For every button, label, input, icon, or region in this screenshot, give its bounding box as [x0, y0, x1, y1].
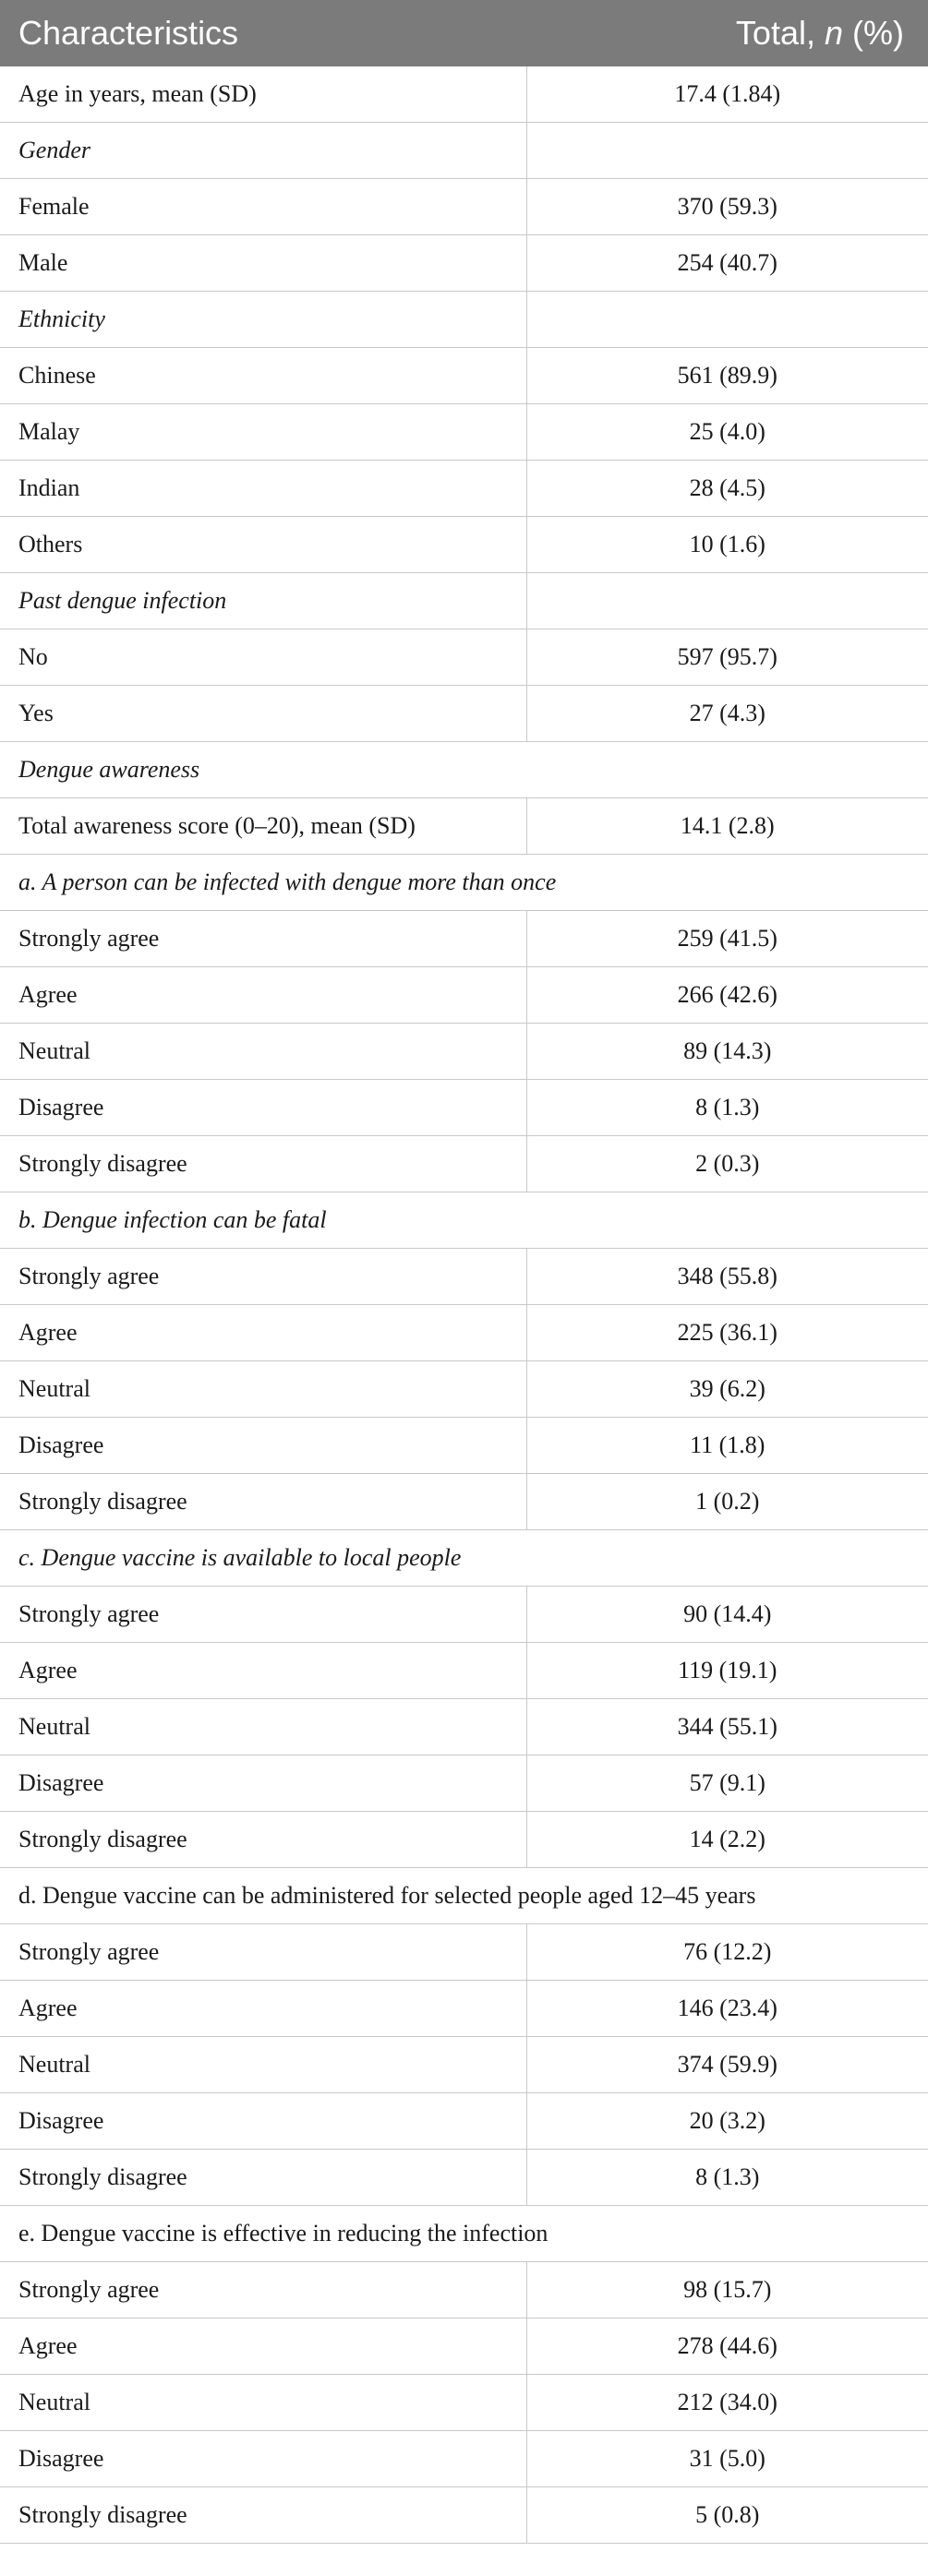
table-row [0, 404, 928, 461]
table-row [0, 348, 928, 404]
row-value: 597 (95.7) [526, 629, 928, 686]
row-label: Disagree [0, 1418, 526, 1474]
row-value: 348 (55.8) [526, 1249, 928, 1305]
header-total-n: n [824, 14, 843, 52]
row-label: Neutral [0, 1024, 526, 1080]
row-value: 20 (3.2) [526, 2093, 928, 2150]
row-label: Strongly disagree [0, 1812, 526, 1868]
row-label: Strongly disagree [0, 1136, 526, 1192]
row-value: 8 (1.3) [526, 2150, 928, 2206]
table-row [0, 1643, 928, 1699]
row-label: Strongly agree [0, 2262, 526, 2318]
table-row [0, 1981, 928, 2037]
section-label: Gender [0, 123, 526, 179]
row-label: Strongly agree [0, 1249, 526, 1305]
row-label: Female [0, 179, 526, 235]
table-row [0, 1587, 928, 1643]
row-value: 5 (0.8) [526, 2487, 928, 2544]
table-row [0, 1924, 928, 1981]
table-row [0, 855, 928, 911]
row-value: 39 (6.2) [526, 1361, 928, 1418]
row-label: Malay [0, 404, 526, 461]
row-value: 2 (0.3) [526, 1136, 928, 1192]
row-value: 25 (4.0) [526, 404, 928, 461]
row-value: 212 (34.0) [526, 2375, 928, 2431]
section-label: d. Dengue vaccine can be administered for selected people aged 12–45 years [0, 1868, 928, 1924]
row-label: Agree [0, 2318, 526, 2375]
header-total-suffix: (%) [843, 14, 904, 52]
table-row [0, 798, 928, 855]
row-label: Strongly disagree [0, 2487, 526, 2544]
section-label: Ethnicity [0, 292, 526, 348]
row-value: 31 (5.0) [526, 2431, 928, 2487]
table-row [0, 1530, 928, 1587]
table-row [0, 1868, 928, 1924]
row-value: 561 (89.9) [526, 348, 928, 404]
table-row [0, 1080, 928, 1136]
section-label: a. A person can be infected with dengue more than once [0, 855, 928, 911]
row-value: 27 (4.3) [526, 686, 928, 742]
row-value: 278 (44.6) [526, 2318, 928, 2375]
table-row [0, 1755, 928, 1812]
section-label: c. Dengue vaccine is available to local people [0, 1530, 928, 1587]
row-value: 146 (23.4) [526, 1981, 928, 2037]
row-label: Strongly agree [0, 911, 526, 967]
row-label: Others [0, 517, 526, 573]
table-row [0, 629, 928, 686]
table-row [0, 2431, 928, 2487]
row-label: Agree [0, 967, 526, 1024]
row-label: Age in years, mean (SD) [0, 66, 526, 123]
table-row [0, 2037, 928, 2093]
row-label: Total awareness score (0–20), mean (SD) [0, 798, 526, 855]
section-label: b. Dengue infection can be fatal [0, 1192, 928, 1249]
table-row [0, 742, 928, 798]
table-body [0, 66, 928, 2544]
row-value: 98 (15.7) [526, 2262, 928, 2318]
table-row [0, 686, 928, 742]
table-row [0, 1136, 928, 1192]
row-value: 14.1 (2.8) [526, 798, 928, 855]
table-row [0, 573, 928, 629]
table-row [0, 235, 928, 292]
table-row [0, 2262, 928, 2318]
table-row [0, 1361, 928, 1418]
table-row [0, 1249, 928, 1305]
table-row [0, 2318, 928, 2375]
row-label: Neutral [0, 1699, 526, 1755]
table-row [0, 461, 928, 517]
row-label: Indian [0, 461, 526, 517]
table-row [0, 292, 928, 348]
table-row [0, 2375, 928, 2431]
row-value: 76 (12.2) [526, 1924, 928, 1981]
row-value: 14 (2.2) [526, 1812, 928, 1868]
row-label: Male [0, 235, 526, 292]
table-row [0, 517, 928, 573]
row-value: 119 (19.1) [526, 1643, 928, 1699]
row-value: 374 (59.9) [526, 2037, 928, 2093]
row-value: 57 (9.1) [526, 1755, 928, 1812]
table-header [0, 0, 928, 66]
table-row [0, 2093, 928, 2150]
table-row [0, 1699, 928, 1755]
row-value [526, 123, 928, 179]
row-value: 344 (55.1) [526, 1699, 928, 1755]
table-row [0, 1812, 928, 1868]
table-row [0, 2150, 928, 2206]
section-label: Dengue awareness [0, 742, 928, 798]
row-label: Disagree [0, 1755, 526, 1812]
table-row [0, 967, 928, 1024]
table-row [0, 66, 928, 123]
row-label: Disagree [0, 1080, 526, 1136]
table-row [0, 911, 928, 967]
row-value: 10 (1.6) [526, 517, 928, 573]
row-label: Neutral [0, 1361, 526, 1418]
row-label: Agree [0, 1305, 526, 1361]
row-label: Neutral [0, 2375, 526, 2431]
row-value: 370 (59.3) [526, 179, 928, 235]
row-label: Strongly disagree [0, 1474, 526, 1530]
row-label: Disagree [0, 2431, 526, 2487]
table-row [0, 1418, 928, 1474]
row-label: Chinese [0, 348, 526, 404]
section-label: Past dengue infection [0, 573, 526, 629]
row-value: 90 (14.4) [526, 1587, 928, 1643]
table-row [0, 1474, 928, 1530]
table-row [0, 2206, 928, 2262]
row-value: 11 (1.8) [526, 1418, 928, 1474]
row-label: Agree [0, 1981, 526, 2037]
header-characteristics: Characteristics [0, 0, 526, 66]
row-value [526, 573, 928, 629]
row-value: 8 (1.3) [526, 1080, 928, 1136]
row-label: Yes [0, 686, 526, 742]
row-label: Agree [0, 1643, 526, 1699]
row-value: 1 (0.2) [526, 1474, 928, 1530]
table-row [0, 1024, 928, 1080]
row-label: No [0, 629, 526, 686]
row-label: Strongly disagree [0, 2150, 526, 2206]
table-row [0, 2487, 928, 2544]
table-row [0, 123, 928, 179]
row-label: Strongly agree [0, 1587, 526, 1643]
row-value: 259 (41.5) [526, 911, 928, 967]
row-label: Disagree [0, 2093, 526, 2150]
table-row [0, 1192, 928, 1249]
row-value: 225 (36.1) [526, 1305, 928, 1361]
row-value: 28 (4.5) [526, 461, 928, 517]
row-label: Strongly agree [0, 1924, 526, 1981]
header-row [0, 0, 928, 66]
row-value [526, 292, 928, 348]
row-value: 266 (42.6) [526, 967, 928, 1024]
section-label: e. Dengue vaccine is effective in reducing the infection [0, 2206, 928, 2262]
row-label: Neutral [0, 2037, 526, 2093]
header-total [526, 0, 928, 66]
row-value: 17.4 (1.84) [526, 66, 928, 123]
row-value: 89 (14.3) [526, 1024, 928, 1080]
row-value: 254 (40.7) [526, 235, 928, 292]
header-total-prefix: Total, [735, 14, 825, 52]
table-row [0, 179, 928, 235]
table-row [0, 1305, 928, 1361]
